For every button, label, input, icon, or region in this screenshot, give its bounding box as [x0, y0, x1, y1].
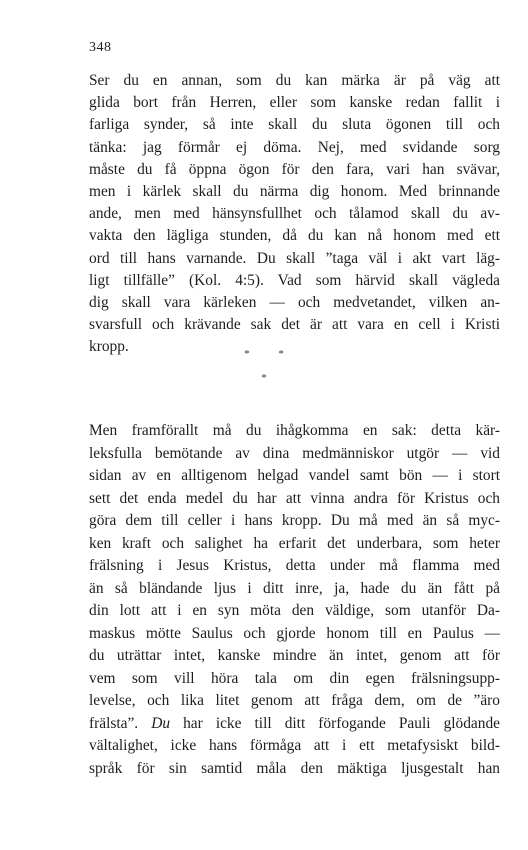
text-line: ken kraft och salighet ha erfarit det underbara, som heter	[89, 534, 500, 552]
text-line: tänka: jag förmår ej döma. Nej, med svidande sorg	[89, 138, 500, 156]
text-line: svarsfull och krävande sak det är att vara en cell i Kristi	[89, 316, 500, 334]
text-line: sidan av en alltigenom helgad vandel samt bön — i stort	[89, 467, 500, 484]
text-line: vältalighet, icke hans förmåga att i ett metafysiskt bild-	[89, 737, 500, 754]
section-break-asterisk	[0, 372, 528, 384]
text-line: men i kärlek skall du närma dig honom. Med brinnande	[89, 182, 500, 200]
text-fragment: frälsta”.	[89, 714, 139, 732]
text-line: vem som vill höra tala om din egen frälsningsupp-	[89, 669, 500, 687]
text-line: glida bort från Herren, eller som kanske redan fallit i	[89, 94, 500, 112]
text-line: ligt tillfälle” (Kol. 4:5). Vad som härvid skall vägleda	[89, 271, 500, 289]
text-line: din lott att i en syn möta den väldige, som utanför Da-	[89, 602, 500, 619]
text-line: leksfulla bemötande av dina medmänniskor utgör — vid	[89, 444, 500, 462]
italic-text: Du	[151, 714, 171, 732]
text-line: farliga synder, så inte skall du sluta ögonen till och	[89, 116, 500, 134]
text-line: än så bländande ljus i ditt inre, ja, hade du än fått på	[89, 579, 500, 597]
text-line: dig skall vara kärleken — och medvetandet, vilken an-	[89, 293, 500, 311]
page-number: 348	[89, 40, 112, 55]
paragraph-2	[89, 420, 500, 780]
text-line: ord till hans varnande. Du skall ”taga väl i akt vart läg-	[89, 249, 500, 267]
text-line: frälsning i Jesus Kristus, detta under må flamma med	[89, 557, 500, 574]
text-line: vakta den lägliga stunden, då du kan nå honom med ett	[89, 227, 500, 245]
text-line: kropp.	[89, 338, 129, 356]
text-line: levelse, och lika litet genom att fråga dem, om de ”äro	[89, 692, 500, 709]
text-line: språk för sin samtid måla den mäktiga ljusgestalt han	[89, 759, 500, 777]
text-line: sett det enda medel du har att vinna andra för Kristus och	[89, 489, 500, 507]
paragraph-1	[89, 70, 500, 358]
text-fragment: har icke till ditt förfogande Pauli glödande	[183, 714, 500, 732]
text-line: Ser du en annan, som du kan märka är på väg att	[89, 72, 500, 89]
asterisk: *	[261, 372, 267, 384]
section-break-asterisks	[0, 348, 528, 360]
text-line: maskus mötte Saulus och gjorde honom till en Paulus —	[89, 624, 500, 642]
asterisk: *	[278, 348, 284, 360]
text-line: du uträttar intet, kanske mindre än intet, genom att för	[89, 647, 500, 664]
text-line: göra dem till celler i hans kropp. Du må med än så myc-	[89, 512, 500, 529]
text-line: ande, men med hänsynsfullhet och tålamod skall du av-	[89, 205, 500, 223]
asterisk: *	[244, 348, 250, 360]
text-line: Men framförallt må du ihågkomma en sak: detta kär-	[89, 422, 500, 439]
text-line-mixed	[89, 713, 500, 736]
text-line: måste du få öppna ögon för den fara, vari han svävar,	[89, 160, 500, 178]
